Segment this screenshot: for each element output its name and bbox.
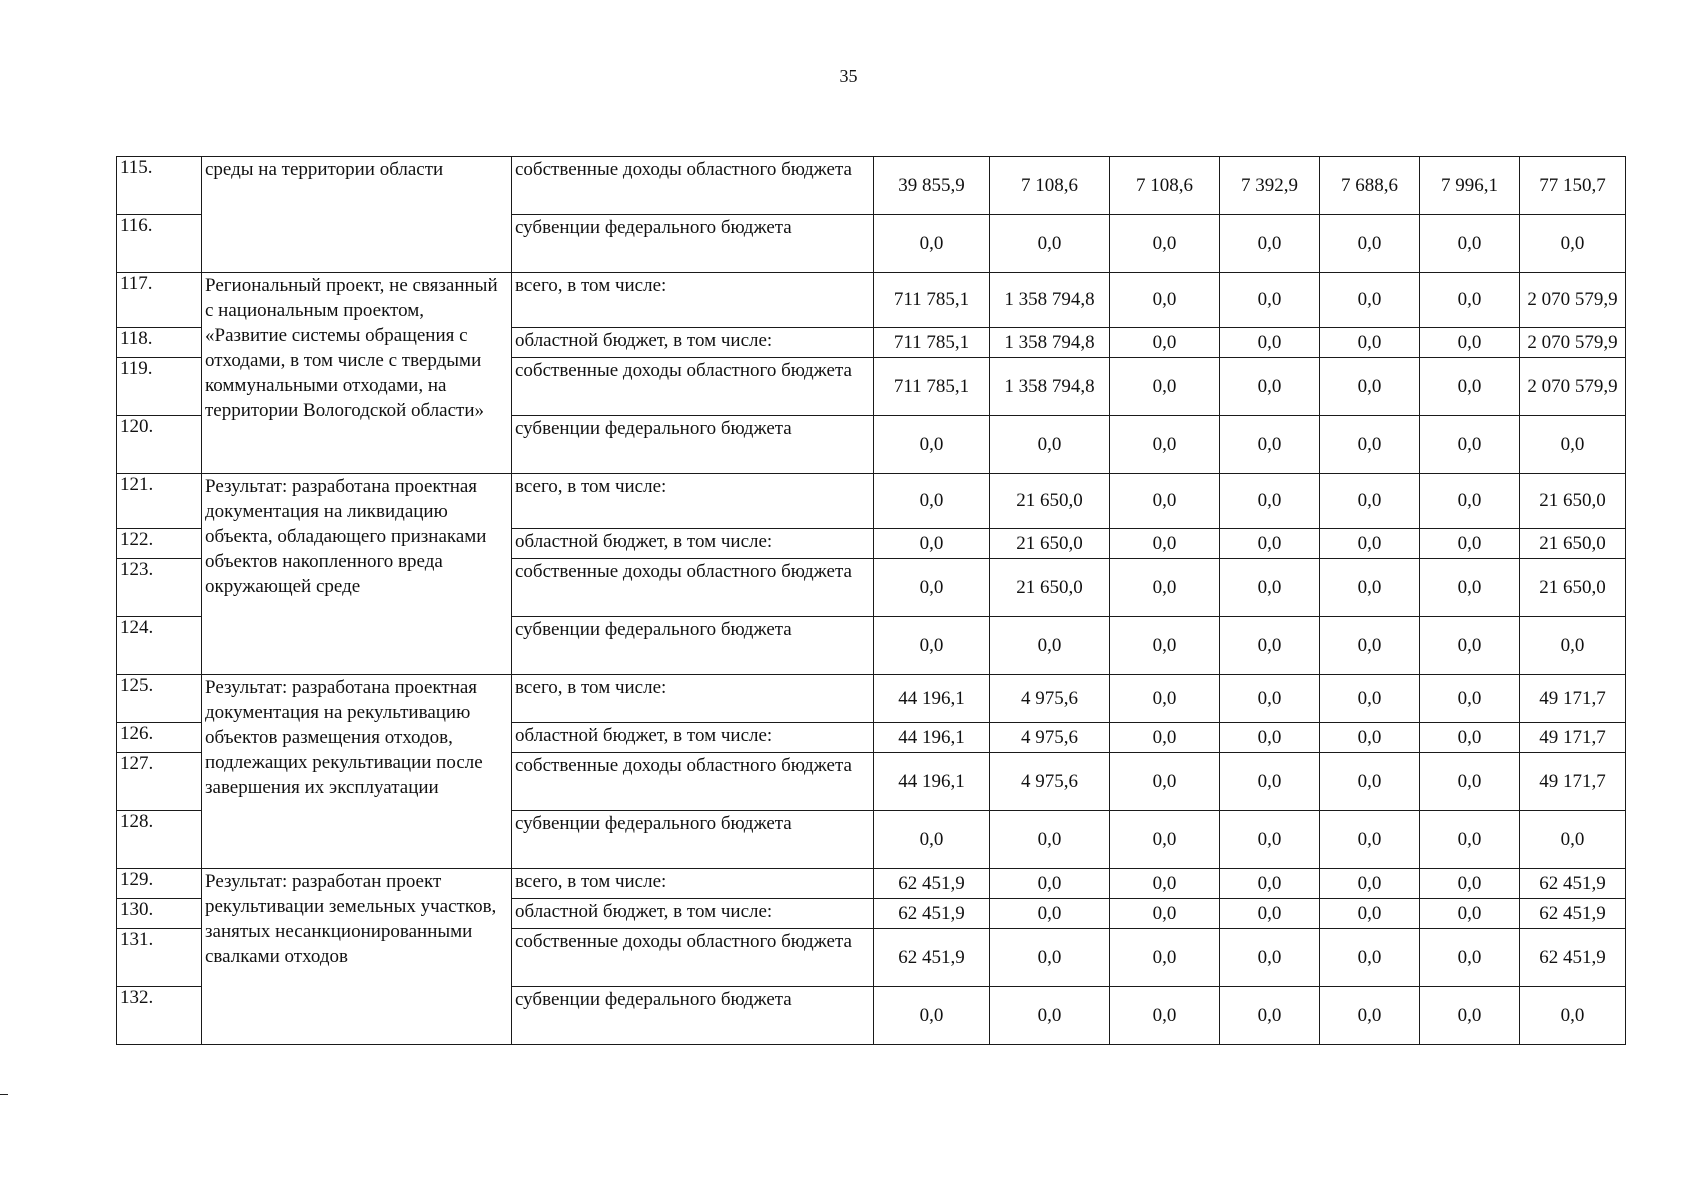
amount-cell: 0,0	[1320, 617, 1420, 675]
amount-cell: 0,0	[1320, 987, 1420, 1045]
funding-source-cell: собственные доходы областного бюджета	[512, 753, 874, 811]
amount-cell: 0,0	[1320, 559, 1420, 617]
amount-cell: 7 996,1	[1420, 157, 1520, 215]
amount-cell: 0,0	[1220, 529, 1320, 559]
funding-source-cell: собственные доходы областного бюджета	[512, 559, 874, 617]
amount-cell: 0,0	[1320, 273, 1420, 328]
amount-cell: 0,0	[874, 811, 990, 869]
amount-cell: 0,0	[990, 416, 1110, 474]
amount-cell: 0,0	[1420, 474, 1520, 529]
amount-cell: 0,0	[1110, 723, 1220, 753]
amount-cell: 0,0	[874, 987, 990, 1045]
row-number: 117.	[117, 273, 202, 328]
amount-cell: 0,0	[1110, 811, 1220, 869]
amount-cell: 44 196,1	[874, 723, 990, 753]
amount-cell: 0,0	[1320, 215, 1420, 273]
amount-cell: 0,0	[1110, 675, 1220, 723]
amount-cell: 0,0	[1320, 753, 1420, 811]
row-number: 131.	[117, 929, 202, 987]
amount-cell: 21 650,0	[990, 474, 1110, 529]
row-number: 129.	[117, 869, 202, 899]
amount-cell: 0,0	[874, 617, 990, 675]
table-row	[117, 474, 1626, 529]
amount-cell: 0,0	[1220, 215, 1320, 273]
amount-cell: 0,0	[1220, 811, 1320, 869]
row-number: 130.	[117, 899, 202, 929]
amount-cell: 0,0	[1220, 474, 1320, 529]
amount-cell: 1 358 794,8	[990, 328, 1110, 358]
amount-cell: 21 650,0	[1520, 559, 1626, 617]
amount-cell: 0,0	[1320, 869, 1420, 899]
amount-cell: 711 785,1	[874, 328, 990, 358]
row-number: 123.	[117, 559, 202, 617]
amount-cell: 0,0	[874, 529, 990, 559]
table-row	[117, 273, 1626, 328]
amount-cell: 0,0	[1420, 358, 1520, 416]
amount-cell: 0,0	[1420, 559, 1520, 617]
amount-cell: 0,0	[1420, 753, 1520, 811]
amount-cell: 0,0	[990, 899, 1110, 929]
amount-cell: 711 785,1	[874, 358, 990, 416]
row-number: 124.	[117, 617, 202, 675]
amount-cell: 0,0	[1420, 328, 1520, 358]
table-row	[117, 675, 1626, 723]
amount-cell: 0,0	[1320, 529, 1420, 559]
amount-cell: 0,0	[1110, 753, 1220, 811]
amount-cell: 21 650,0	[990, 559, 1110, 617]
amount-cell: 0,0	[1220, 753, 1320, 811]
amount-cell: 2 070 579,9	[1520, 328, 1626, 358]
budget-table	[116, 156, 1626, 1045]
row-number: 118.	[117, 328, 202, 358]
amount-cell: 62 451,9	[874, 899, 990, 929]
funding-source-cell: субвенции федерального бюджета	[512, 416, 874, 474]
table-body	[117, 157, 1626, 1045]
amount-cell: 0,0	[1220, 559, 1320, 617]
amount-cell: 21 650,0	[1520, 529, 1626, 559]
amount-cell: 0,0	[1420, 529, 1520, 559]
amount-cell: 0,0	[1420, 987, 1520, 1045]
amount-cell: 0,0	[1220, 899, 1320, 929]
amount-cell: 0,0	[1320, 675, 1420, 723]
amount-cell: 0,0	[1220, 869, 1320, 899]
amount-cell: 0,0	[1320, 723, 1420, 753]
funding-source-cell: собственные доходы областного бюджета	[512, 929, 874, 987]
amount-cell: 1 358 794,8	[990, 358, 1110, 416]
funding-source-cell: всего, в том числе:	[512, 474, 874, 529]
amount-cell: 2 070 579,9	[1520, 273, 1626, 328]
amount-cell: 0,0	[1420, 811, 1520, 869]
amount-cell: 0,0	[1110, 529, 1220, 559]
amount-cell: 0,0	[1220, 273, 1320, 328]
amount-cell: 1 358 794,8	[990, 273, 1110, 328]
amount-cell: 0,0	[1320, 929, 1420, 987]
amount-cell: 0,0	[990, 215, 1110, 273]
amount-cell: 0,0	[1110, 328, 1220, 358]
amount-cell: 0,0	[1320, 811, 1420, 869]
amount-cell: 4 975,6	[990, 675, 1110, 723]
row-number: 122.	[117, 529, 202, 559]
amount-cell: 0,0	[874, 559, 990, 617]
funding-source-cell: областной бюджет, в том числе:	[512, 529, 874, 559]
amount-cell: 0,0	[1420, 899, 1520, 929]
row-number: 127.	[117, 753, 202, 811]
amount-cell: 0,0	[1520, 416, 1626, 474]
funding-source-cell: всего, в том числе:	[512, 869, 874, 899]
amount-cell: 0,0	[874, 215, 990, 273]
funding-source-cell: областной бюджет, в том числе:	[512, 328, 874, 358]
amount-cell: 62 451,9	[1520, 869, 1626, 899]
amount-cell: 0,0	[1420, 675, 1520, 723]
amount-cell: 0,0	[1420, 416, 1520, 474]
amount-cell: 39 855,9	[874, 157, 990, 215]
amount-cell: 0,0	[1420, 929, 1520, 987]
amount-cell: 0,0	[1320, 899, 1420, 929]
amount-cell: 0,0	[990, 987, 1110, 1045]
row-number: 132.	[117, 987, 202, 1045]
amount-cell: 0,0	[1320, 328, 1420, 358]
amount-cell: 0,0	[1420, 215, 1520, 273]
amount-cell: 711 785,1	[874, 273, 990, 328]
amount-cell: 0,0	[1220, 358, 1320, 416]
amount-cell: 0,0	[1420, 617, 1520, 675]
group-name-cell: Региональный проект, не связанный с национальным проектом, «Развитие системы обращения с отходами, в том числе с твердыми коммунальными отходами, на территории Вологодской области»	[202, 273, 512, 474]
amount-cell: 49 171,7	[1520, 723, 1626, 753]
amount-cell: 0,0	[1110, 617, 1220, 675]
amount-cell: 49 171,7	[1520, 753, 1626, 811]
amount-cell: 0,0	[1110, 987, 1220, 1045]
amount-cell: 0,0	[1220, 723, 1320, 753]
funding-source-cell: субвенции федерального бюджета	[512, 987, 874, 1045]
group-name-cell: среды на территории области	[202, 157, 512, 273]
amount-cell: 0,0	[1320, 358, 1420, 416]
amount-cell: 0,0	[1420, 869, 1520, 899]
amount-cell: 62 451,9	[1520, 899, 1626, 929]
amount-cell: 0,0	[874, 416, 990, 474]
margin-mark	[0, 1094, 8, 1095]
amount-cell: 0,0	[1110, 559, 1220, 617]
row-number: 116.	[117, 215, 202, 273]
amount-cell: 0,0	[1110, 474, 1220, 529]
amount-cell: 0,0	[1220, 328, 1320, 358]
amount-cell: 0,0	[990, 617, 1110, 675]
amount-cell: 77 150,7	[1520, 157, 1626, 215]
table-row	[117, 869, 1626, 899]
row-number: 121.	[117, 474, 202, 529]
amount-cell: 0,0	[1420, 723, 1520, 753]
row-number: 115.	[117, 157, 202, 215]
row-number: 120.	[117, 416, 202, 474]
amount-cell: 0,0	[1420, 273, 1520, 328]
row-number: 126.	[117, 723, 202, 753]
amount-cell: 0,0	[1110, 215, 1220, 273]
page-number: 35	[839, 66, 858, 86]
funding-source-cell: областной бюджет, в том числе:	[512, 723, 874, 753]
amount-cell: 0,0	[1220, 617, 1320, 675]
amount-cell: 0,0	[1110, 869, 1220, 899]
funding-source-cell: собственные доходы областного бюджета	[512, 157, 874, 215]
amount-cell: 0,0	[1220, 929, 1320, 987]
funding-source-cell: субвенции федерального бюджета	[512, 811, 874, 869]
group-name-cell: Результат: разработана проектная документация на ликвидацию объекта, обладающего признаками объектов накопленного вреда окружающей среде	[202, 474, 512, 675]
amount-cell: 7 688,6	[1320, 157, 1420, 215]
row-number: 128.	[117, 811, 202, 869]
amount-cell: 7 392,9	[1220, 157, 1320, 215]
amount-cell: 0,0	[1520, 987, 1626, 1045]
table-row	[117, 157, 1626, 215]
amount-cell: 49 171,7	[1520, 675, 1626, 723]
amount-cell: 21 650,0	[990, 529, 1110, 559]
amount-cell: 0,0	[1220, 987, 1320, 1045]
row-number: 125.	[117, 675, 202, 723]
amount-cell: 0,0	[1320, 474, 1420, 529]
group-name-cell: Результат: разработана проектная документация на рекультивацию объектов размещения отходов, подлежащих рекультивации после завершения их эксплуатации	[202, 675, 512, 869]
amount-cell: 0,0	[990, 811, 1110, 869]
amount-cell: 4 975,6	[990, 723, 1110, 753]
amount-cell: 0,0	[1110, 929, 1220, 987]
amount-cell: 62 451,9	[874, 929, 990, 987]
amount-cell: 0,0	[990, 929, 1110, 987]
amount-cell: 62 451,9	[874, 869, 990, 899]
amount-cell: 0,0	[990, 869, 1110, 899]
amount-cell: 0,0	[1520, 811, 1626, 869]
amount-cell: 0,0	[1220, 675, 1320, 723]
amount-cell: 62 451,9	[1520, 929, 1626, 987]
amount-cell: 2 070 579,9	[1520, 358, 1626, 416]
funding-source-cell: всего, в том числе:	[512, 273, 874, 328]
amount-cell: 0,0	[1520, 215, 1626, 273]
amount-cell: 0,0	[1110, 358, 1220, 416]
amount-cell: 0,0	[874, 474, 990, 529]
funding-source-cell: областной бюджет, в том числе:	[512, 899, 874, 929]
amount-cell: 7 108,6	[1110, 157, 1220, 215]
funding-source-cell: субвенции федерального бюджета	[512, 215, 874, 273]
amount-cell: 21 650,0	[1520, 474, 1626, 529]
amount-cell: 44 196,1	[874, 753, 990, 811]
amount-cell: 0,0	[1220, 416, 1320, 474]
amount-cell: 0,0	[1110, 273, 1220, 328]
amount-cell: 0,0	[1110, 416, 1220, 474]
group-name-cell: Результат: разработан проект рекультивации земельных участков, занятых несанкционированными свалками отходов	[202, 869, 512, 1045]
funding-source-cell: субвенции федерального бюджета	[512, 617, 874, 675]
amount-cell: 0,0	[1520, 617, 1626, 675]
amount-cell: 0,0	[1110, 899, 1220, 929]
amount-cell: 0,0	[1320, 416, 1420, 474]
amount-cell: 7 108,6	[990, 157, 1110, 215]
funding-source-cell: собственные доходы областного бюджета	[512, 358, 874, 416]
row-number: 119.	[117, 358, 202, 416]
funding-source-cell: всего, в том числе:	[512, 675, 874, 723]
amount-cell: 44 196,1	[874, 675, 990, 723]
amount-cell: 4 975,6	[990, 753, 1110, 811]
